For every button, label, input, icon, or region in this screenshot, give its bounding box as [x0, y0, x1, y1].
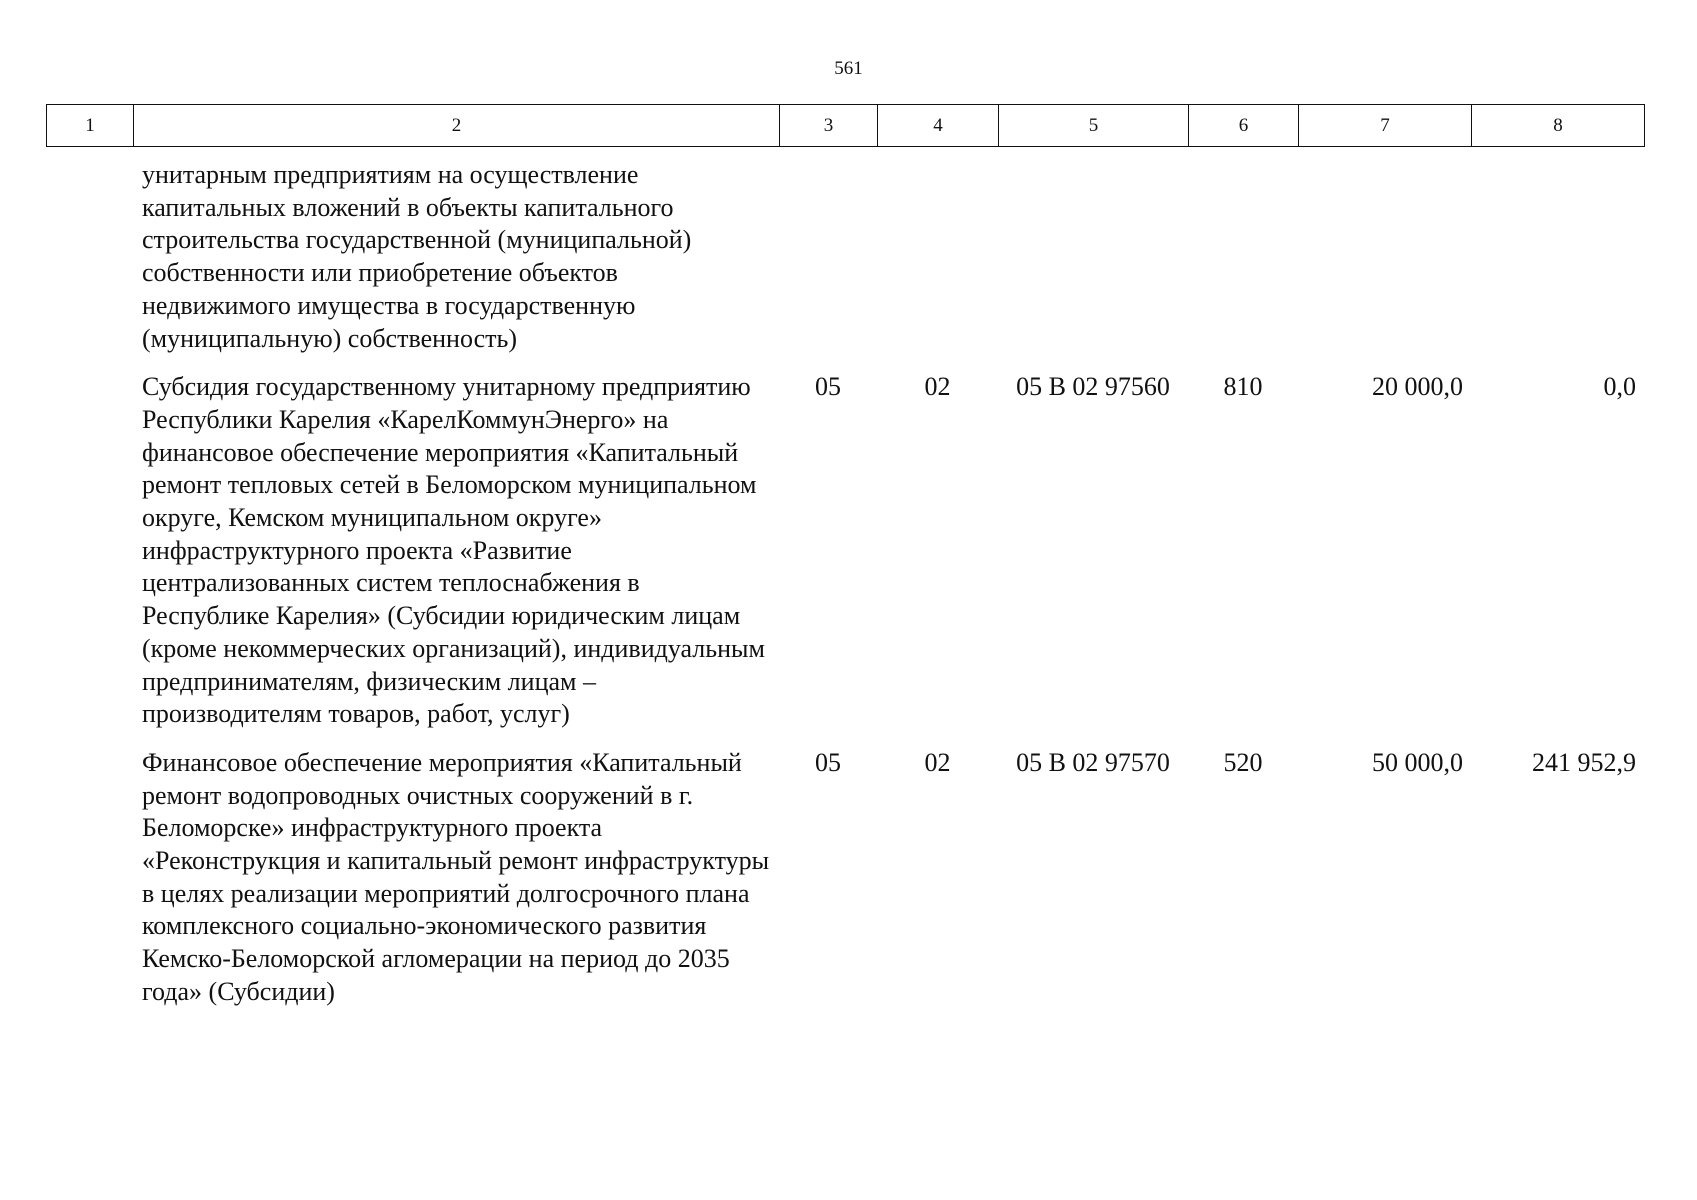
row-col-1	[46, 149, 133, 355]
header-col-4: 4	[878, 105, 999, 147]
row-description: Финансовое обеспечение мероприятия «Капитальный ремонт водопроводных очистных сооружений в г. Беломорске» инфраструктурного проекта «Реконструкция и капитальный ремонт инфраструктуры в целях реализации мероприятий долгосрочного плана комплексного социально-экономического развития Кемско-Беломорской агломерации на период до 2035 года» (Субсидии)	[142, 747, 770, 1006]
row-section	[779, 149, 877, 355]
header-col-3: 3	[780, 105, 878, 147]
row-target-article: 05 В 02 97570	[1016, 747, 1170, 777]
row-subsection: 02	[924, 747, 951, 777]
table-row	[46, 149, 1644, 355]
row-expense-type: 810	[1223, 372, 1263, 402]
row-expense-type	[1188, 149, 1298, 355]
page-number: 561	[834, 58, 863, 79]
row-target-article	[998, 149, 1188, 355]
row-section: 05	[815, 747, 841, 777]
column-number-header	[46, 104, 1645, 147]
table-row	[46, 355, 1644, 731]
header-row	[47, 105, 1645, 147]
budget-table-body	[46, 149, 1644, 1009]
row-col-1	[46, 355, 133, 731]
row-description: Субсидия государственному унитарному предприятию Республики Карелия «КарелКоммунЭнерго» на финансовое обеспечение мероприятия «Капитальный ремонт тепловых сетей в Беломорском муниципальном округе, Кемском муниципальном округе» инфраструктурного проекта «Развитие централизованных систем теплоснабжения в Республике Карелия» (Субсидии юридическим лицам (кроме некоммерческих организаций), индивидуальным предпринимателям, физическим лицам – производителям товаров, работ, услуг)	[142, 372, 765, 729]
row-expense-type: 520	[1223, 747, 1263, 777]
header-col-5: 5	[999, 105, 1189, 147]
row-amount-1	[1298, 149, 1471, 355]
header-col-7: 7	[1299, 105, 1472, 147]
row-subsection	[877, 149, 998, 355]
row-subsection: 02	[924, 372, 951, 402]
row-target-article: 05 В 02 97560	[1016, 372, 1170, 402]
row-amount-1: 50 000,0	[1372, 747, 1463, 777]
header-col-1: 1	[47, 105, 134, 147]
row-amount-2: 241 952,9	[1532, 747, 1636, 777]
row-amount-2: 0,0	[1603, 372, 1636, 402]
row-section: 05	[815, 372, 841, 402]
row-col-1	[46, 731, 133, 1009]
row-description: унитарным предприятиям на осуществление капитальных вложений в объекты капитального строительства государственной (муниципальной) собственности или приобретение объектов недвижимого имущества в государственную (муниципальную) собственность)	[142, 160, 692, 353]
header-col-8: 8	[1472, 105, 1645, 147]
row-amount-2	[1471, 149, 1644, 355]
header-col-2: 2	[134, 105, 780, 147]
table-row	[46, 731, 1644, 1009]
header-col-6: 6	[1189, 105, 1299, 147]
row-amount-1: 20 000,0	[1372, 372, 1463, 402]
